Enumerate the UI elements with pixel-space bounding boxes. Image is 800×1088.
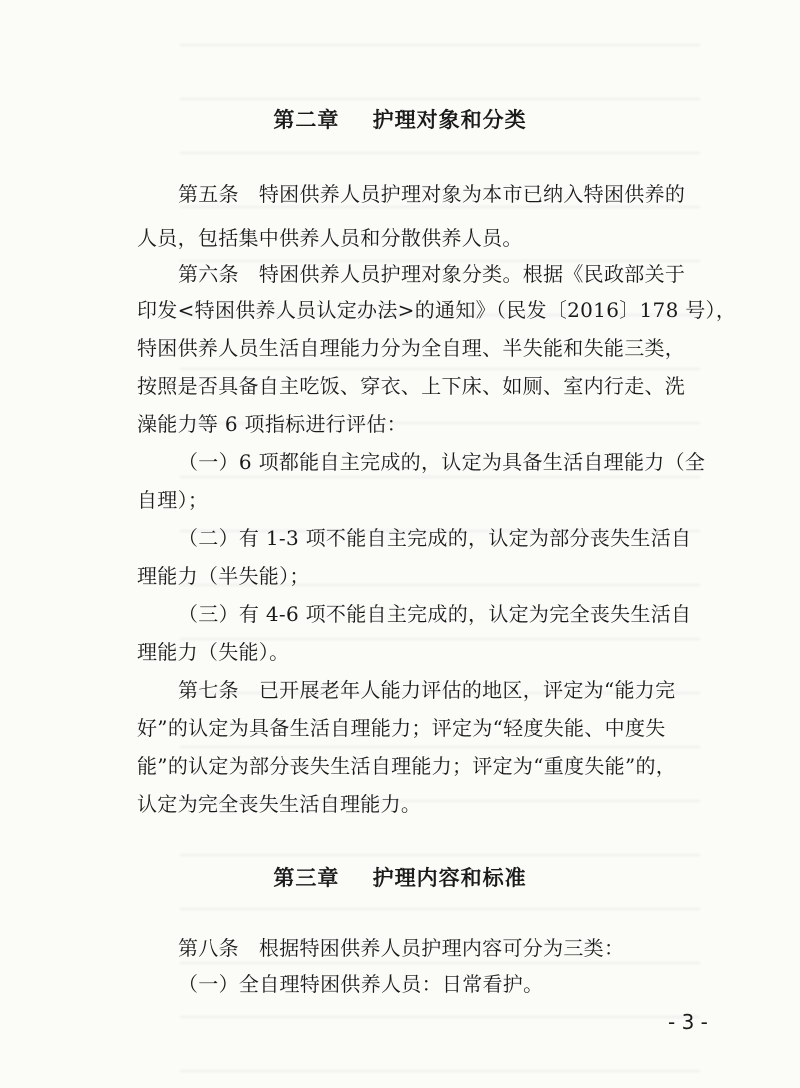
- item-2-line-2: 理能力（半失能）；: [137, 564, 310, 588]
- article-7-line-2: 好”的认定为具备生活自理能力；评定为“轻度失能、中度失: [137, 716, 666, 740]
- article-8-line-2: （一）全自理特困供养人员：日常看护。: [178, 972, 544, 996]
- article-6-line-3: 特困供养人员生活自理能力分为全自理、半失能和失能三类，: [137, 336, 686, 360]
- article-6-line-2: 印发<特困供养人员认定办法>的通知》（民发〔2016〕178 号），: [137, 298, 737, 322]
- item-3-line-1: （三）有 4-6 项不能自主完成的，认定为完全丧失生活自: [178, 602, 692, 626]
- item-2-line-1: （二）有 1-3 项不能自主完成的，认定为部分丧失生活自: [178, 526, 692, 550]
- item-3-line-2: 理能力（失能）。: [137, 640, 290, 664]
- article-7-line-3: 能”的认定为部分丧失生活自理能力；评定为“重度失能”的，: [137, 754, 677, 778]
- chapter-3-heading: 第三章 护理内容和标准: [273, 866, 527, 890]
- item-1-line-1: （一）6 项都能自主完成的，认定为具备生活自理能力（全: [178, 450, 706, 474]
- article-8-line-1: 第八条 根据特困供养人员护理内容可分为三类：: [178, 936, 625, 960]
- page-number: - 3 -: [668, 1010, 708, 1034]
- article-7-line-1: 第七条 已开展老年人能力评估的地区，评定为“能力完: [178, 678, 676, 702]
- item-1-line-2: 自理）；: [137, 488, 209, 512]
- article-5-line-1: 第五条 特困供养人员护理对象为本市已纳入特困供养的: [178, 182, 686, 206]
- article-7-line-4: 认定为完全丧失生活自理能力。: [137, 792, 422, 816]
- article-6-line-1: 第六条 特困供养人员护理对象分类。根据《民政部关于: [178, 262, 686, 286]
- article-6-line-5: 澡能力等 6 项指标进行评估：: [137, 412, 407, 436]
- article-5-line-2: 人员，包括集中供养人员和分散供养人员。: [137, 226, 523, 250]
- article-6-line-4: 按照是否具备自主吃饭、穿衣、上下床、如厕、室内行走、洗: [137, 374, 686, 398]
- chapter-2-heading: 第二章 护理对象和分类: [273, 108, 527, 132]
